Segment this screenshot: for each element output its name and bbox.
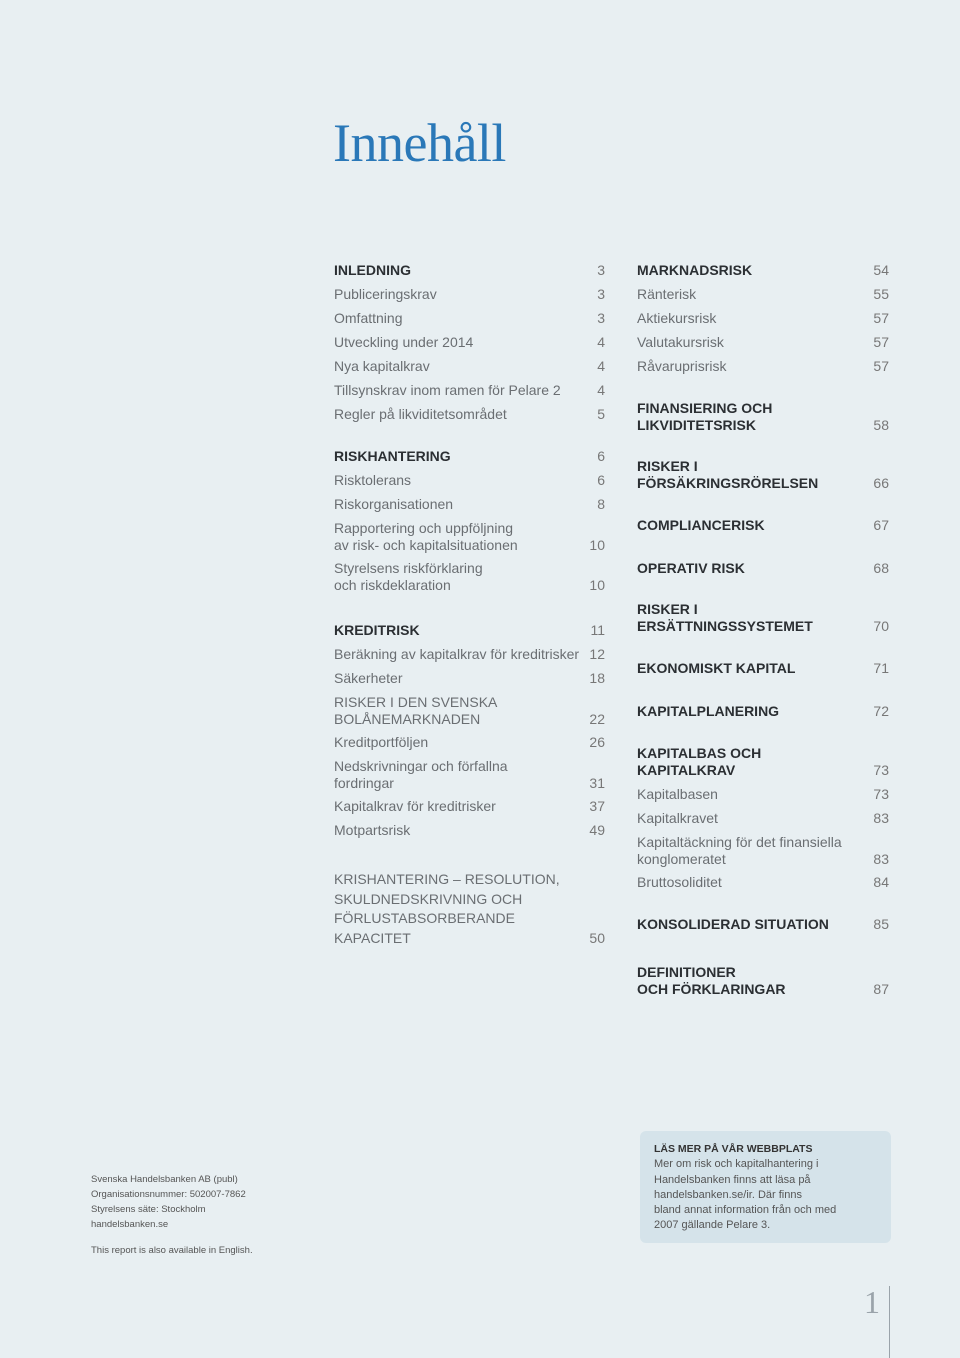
toc-entry-title: Kapitalbasen (637, 786, 718, 802)
toc-entry-title: Säkerheter (334, 670, 403, 686)
toc-entry-title: KAPITALPLANERING (637, 703, 780, 719)
company-name: Svenska Handelsbanken AB (publ) (91, 1174, 238, 1185)
toc-entry-title: COMPLIANCERISK (637, 517, 765, 533)
toc-entry-title: Ränterisk (637, 286, 697, 302)
toc-entry-page: 10 (589, 537, 605, 553)
toc-entry-title: KAPITALBAS OCH KAPITALKRAV (637, 745, 762, 778)
toc-entry-page: 37 (589, 798, 605, 814)
toc-entry[interactable] (334, 406, 605, 423)
toc-entry[interactable] (637, 458, 889, 492)
toc-entry-title: Motpartsrisk (334, 822, 411, 838)
toc-entry-page: 58 (873, 417, 889, 433)
toc-entry[interactable] (334, 560, 605, 594)
english-note: This report is also available in English. (91, 1245, 253, 1256)
toc-entry[interactable] (637, 964, 889, 998)
toc-entry-title: Beräkning av kapitalkrav för kreditrisker (334, 646, 580, 662)
toc-entry-title: Tillsynskrav inom ramen för Pelare 2 (334, 382, 561, 398)
toc-entry[interactable] (334, 262, 605, 279)
toc-entry-page: 31 (589, 775, 605, 791)
website-link[interactable]: handelsbanken.se (91, 1219, 169, 1230)
toc-entry[interactable] (334, 694, 605, 728)
toc-entry[interactable] (334, 870, 605, 948)
toc-entry[interactable] (637, 262, 889, 279)
toc-entry-page: 70 (873, 618, 889, 634)
toc-entry[interactable] (334, 358, 605, 375)
toc-entry-page: 67 (873, 517, 889, 533)
toc-entry-page: 73 (873, 762, 889, 778)
toc-entry[interactable] (637, 400, 889, 434)
toc-entry[interactable] (637, 874, 889, 891)
toc-entry[interactable] (334, 822, 605, 839)
toc-entry-page: 4 (597, 382, 605, 398)
page-number-divider (889, 1286, 890, 1358)
toc-entry-page: 54 (873, 262, 889, 278)
toc-entry-title: Omfattning (334, 310, 403, 326)
toc-entry-page: 50 (589, 929, 605, 946)
toc-entry-page: 3 (597, 262, 605, 278)
toc-entry-page: 18 (589, 670, 605, 686)
page-title: Innehåll (333, 113, 506, 173)
website-info-box (640, 1131, 891, 1243)
toc-entry-page: 5 (597, 406, 605, 422)
toc-entry[interactable] (334, 734, 605, 751)
toc-entry[interactable] (637, 601, 889, 635)
toc-entry-title: Styrelsens riskförklaring och riskdeklaration (334, 560, 483, 593)
toc-entry-title: RISKHANTERING (334, 448, 451, 464)
toc-entry-page: 12 (589, 646, 605, 662)
toc-entry[interactable] (334, 334, 605, 351)
toc-entry[interactable] (334, 520, 605, 554)
toc-entry[interactable] (334, 646, 605, 663)
toc-entry-page: 85 (873, 916, 889, 932)
toc-entry-page: 55 (873, 286, 889, 302)
toc-entry-title: Kapitalkrav för kreditrisker (334, 798, 496, 814)
toc-entry-page: 83 (873, 810, 889, 826)
toc-entry-title: MARKNADSRISK (637, 262, 753, 278)
toc-entry[interactable] (334, 622, 605, 639)
toc-entry-page: 72 (873, 703, 889, 719)
toc-entry-title: EKONOMISKT KAPITAL (637, 660, 796, 676)
toc-entry[interactable] (637, 358, 889, 375)
toc-entry[interactable] (334, 496, 605, 513)
toc-entry-page: 84 (873, 874, 889, 890)
toc-entry-page: 3 (597, 286, 605, 302)
registered-seat: Styrelsens säte: Stockholm (91, 1204, 206, 1215)
toc-entry[interactable] (637, 786, 889, 803)
toc-entry[interactable] (334, 448, 605, 465)
toc-entry-title: Valutakursrisk (637, 334, 724, 350)
toc-entry-title: FINANSIERING OCH LIKVIDITETSRISK (637, 400, 773, 433)
toc-entry-title: KREDITRISK (334, 622, 420, 638)
toc-entry-page: 8 (597, 496, 605, 512)
toc-entry[interactable] (637, 517, 889, 534)
org-number: Organisationsnummer: 502007-7862 (91, 1189, 246, 1200)
toc-entry-title: INLEDNING (334, 262, 411, 278)
page-number: 1 (864, 1284, 880, 1320)
toc-entry-title: Riskorganisationen (334, 496, 454, 512)
toc-entry-page: 87 (873, 981, 889, 997)
toc-entry-page: 26 (589, 734, 605, 750)
toc-entry[interactable] (637, 660, 889, 677)
toc-entry-page: 57 (873, 310, 889, 326)
toc-entry[interactable] (637, 334, 889, 351)
toc-entry-page: 4 (597, 358, 605, 374)
toc-entry-title: DEFINITIONER OCH FÖRKLARINGAR (637, 964, 786, 997)
toc-entry-page: 73 (873, 786, 889, 802)
toc-entry[interactable] (637, 810, 889, 827)
toc-entry-title: RISKER I ERSÄTTNINGSSYSTEMET (637, 601, 813, 634)
toc-entry-page: 10 (589, 577, 605, 593)
toc-entry[interactable] (334, 382, 605, 399)
toc-entry-page: 57 (873, 358, 889, 374)
toc-entry[interactable] (637, 834, 889, 868)
info-box-text: Mer om risk och kapitalhantering i Handelsbanken finns att läsa på handelsbanken.se/ir. Där finns bland annat information från och med 2007 gällande Pelare 3. (654, 1158, 837, 1232)
toc-entry-title: Nya kapitalkrav (334, 358, 430, 374)
toc-entry[interactable] (637, 703, 889, 720)
toc-entry[interactable] (637, 916, 889, 933)
toc-entry-title: Kreditportföljen (334, 734, 429, 750)
toc-entry[interactable] (637, 286, 889, 303)
toc-entry-page: 6 (597, 448, 605, 464)
toc-entry-title: Nedskrivningar och förfallna fordringar (334, 758, 508, 791)
toc-entry-title: OPERATIV RISK (637, 560, 745, 576)
toc-entry-title: Bruttosoliditet (637, 874, 722, 890)
toc-entry-title: Råvaruprisrisk (637, 358, 727, 374)
toc-entry-page: 66 (873, 475, 889, 491)
toc-entry-title: RISKER I FÖRSÄKRINGSRÖRELSEN (637, 458, 819, 491)
toc-entry-page: 71 (873, 660, 889, 676)
toc-entry-page: 68 (873, 560, 889, 576)
toc-entry-title: Publiceringskrav (334, 286, 437, 302)
toc-entry-title: Utveckling under 2014 (334, 334, 474, 350)
toc-entry-page: 83 (873, 851, 889, 867)
toc-entry-page: 6 (597, 472, 605, 488)
toc-entry-title: KONSOLIDERAD SITUATION (637, 916, 829, 932)
toc-entry-page: 11 (590, 622, 605, 638)
toc-entry-page: 4 (597, 334, 605, 350)
toc-entry-title: Regler på likviditetsområdet (334, 406, 507, 422)
toc-entry[interactable] (637, 310, 889, 327)
toc-entry-title: RISKER I DEN SVENSKA BOLÅNEMARKNADEN (334, 694, 498, 727)
toc-entry-page: 22 (589, 711, 605, 727)
toc-entry-page: 49 (589, 822, 605, 838)
toc-entry-title: Kapitalkravet (637, 810, 718, 826)
toc-entry[interactable] (637, 560, 889, 577)
toc-entry[interactable] (637, 745, 889, 779)
footer-info (91, 1172, 253, 1258)
toc-entry[interactable] (334, 286, 605, 303)
toc-entry[interactable] (334, 758, 605, 792)
toc-entry-page: 3 (597, 310, 605, 326)
toc-entry-title: Kapitaltäckning för det finansiella konglomeratet (637, 834, 842, 867)
toc-entry-title: Risktolerans (334, 472, 412, 488)
toc-entry[interactable] (334, 310, 605, 327)
info-box-heading: LÄS MER PÅ VÅR WEBBPLATS (654, 1143, 813, 1155)
toc-entry-page: 57 (873, 334, 889, 350)
toc-entry[interactable] (334, 670, 605, 687)
toc-entry-title: KRISHANTERING – RESOLUTION, SKULDNEDSKRIVNING OCH FÖRLUSTABSORBERANDE KAPACITET (334, 871, 560, 946)
toc-entry[interactable] (334, 798, 605, 815)
toc-entry-title: Aktiekursrisk (637, 310, 717, 326)
toc-entry[interactable] (334, 472, 605, 489)
toc-entry-title: Rapportering och uppföljning av risk- och kapitalsituationen (334, 520, 518, 553)
